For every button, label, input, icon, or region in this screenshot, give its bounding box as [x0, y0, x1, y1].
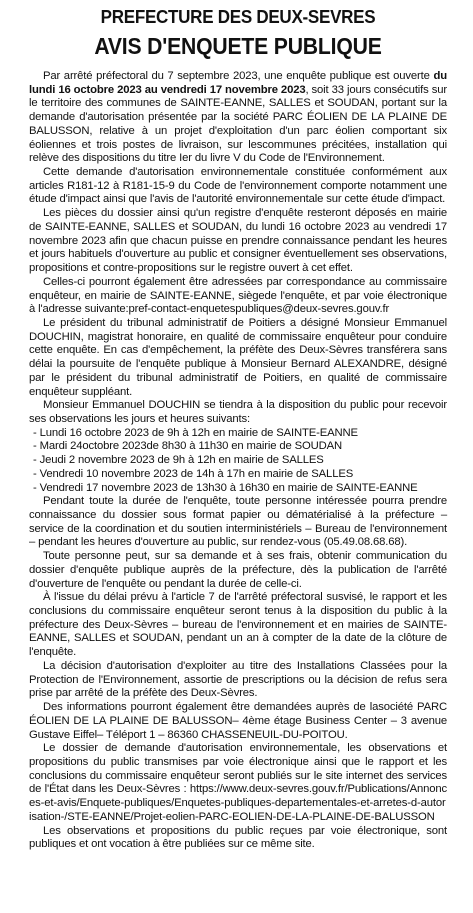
list-item: - Lundi 16 octobre 2023 de 9h à 12h en mairie de SAINTE-EANNE: [33, 426, 358, 439]
paragraph-report: À l'issue du délai prévu à l'article 7 de l'arrêté préfectoral susvisé, le rapport et les conclusions du commissaire enquêteur seront tenus à la disposition du public à la préfecture des Deux-Sèvres – bureau de l'environnement et en mairies de SAINTE-EANNE, SALLES et SOUDAN, pendant un an à compter de la date de la clôture de l'enquête.: [29, 591, 447, 659]
paragraph-commissioner: Le président du tribunal administratif de Poitiers a désigné Monsieur Emmanuel DOUCHIN, magistrat honoraire, en qualité de commissaire enquêteur pour conduire cette enquête. En cas d'empêchement, la préfète des Deux-Sèvres transférera sans délai la poursuite de l'enquête publique à Monsieur Bernard ALEXANDRE, désigné par le président du tribunal administratif de Poitiers, en qualité de commissaire enquêteur suppléant.: [29, 316, 447, 398]
list-item: - Vendredi 10 novembre 2023 de 14h à 17h en mairie de SALLES: [33, 467, 354, 480]
paragraph-availability: Monsieur Emmanuel DOUCHIN se tiendra à la disposition du public pour recevoir ses observations les jours et heures suivants:: [29, 399, 447, 425]
paragraph-observations: Les observations et propositions du public reçues par voie électronique, sont publiques et ont vocation à être publiées sur ce même site.: [29, 824, 447, 851]
paragraph-information: Des informations pourront également être demandées auprès de lasociété PARC ÉOLIEN DE LA PLAINE DE BALUSSON– 4ème étage Business Center – 3 avenue Gustave Eiffel– Téléport 1 – 86360 CHASSENEUIL-DU-POITOU.: [29, 701, 447, 741]
permanences-list: [29, 427, 447, 496]
list-item: - Jeudi 2 novembre 2023 de 9h à 12h en mairie de SALLES: [33, 454, 324, 467]
paragraph-application: Cette demande d'autorisation environnementale constituée conformément aux articles R181-12 à R181-15-9 du Code de l'environnement comporte notamment une étude d'impact ainsi que l'avis de l'autorité environnementale sur cette étude d'impact.: [29, 166, 447, 206]
paragraph-communication: Toute personne peut, sur sa demande et à ses frais, obtenir communication du dossier d'enquête publique auprès de la préfecture, dès la publication de l'arrêté d'ouverture de l'enquête ou pendant la durée de celle-ci.: [29, 550, 447, 590]
notice-title: AVIS D'ENQUETE PUBLIQUE: [94, 33, 382, 59]
paragraph-publication: Le dossier de demande d'autorisation environnementale, les observations et propositions du public transmises par voie électronique ainsi que le rapport et les conclusions du commissaire enquêteur seront publiés sur le site internet des services de l'État dans les Deux-Sèvres : https://www.deux-sevres.gouv.fr/Publications/Annonces-et-avis/Enquete-publiques/Enquetes-publiques-departementales-et-arretes-d-autorisation-/STE-EANNE/Projet-eolien-PARC-EOLIEN-DE-LA-PLAINE-DE-BALUSSON: [29, 742, 447, 823]
paragraph-correspondence: Celles-ci pourront également être adressées par correspondance au commissaire enquêteur, en mairie de SAINTE-EANNE, siègede l'enquête, et par voie électronique à l'adresse suivante:pref-contact-enquetespubliques@deux-sevres.gouv.fr: [29, 275, 447, 316]
list-item: - Mardi 24octobre 2023de 8h30 à 11h30 en mairie de SOUDAN: [33, 440, 342, 453]
paragraph-opening: Par arrêté préfectoral du 7 septembre 2023, une enquête publique est ouverte du lundi 16 octobre 2023 au vendredi 17 novembre 2023, soit 33 jours consécutifs sur le territoire des communes de SAINTE-EANNE, SALLES et SOUDAN, portant sur la demande d'autorisation présentée par la société PARC ÉOLIEN DE LA PLAINE DE BALUSSON, relative à un projet d'exploitation d'un parc éolien comportant six éoliennes et trois postes de livraison, sur lescommunes précitées, installation qui relève des dispositions du titre Ier du livre V du Code de l'Environnement.: [29, 70, 447, 165]
prefecture-title: PREFECTURE DES DEUX-SEVRES: [100, 6, 376, 27]
paragraph-decision: La décision d'autorisation d'exploiter au titre des Installations Classées pour la Protection de l'Environnement, assortie de prescriptions ou la décision de refus sera prise par arrêté de la préfète des Deux-Sèvres.: [29, 659, 447, 700]
notice-body: [29, 70, 447, 852]
publication-url: https://www.deux-sevres.gouv.fr/Publications/Annonces-et-avis/Enquete-publiques/Enquetes-publiques-departementales-et-arretes-d-autorisation-/STE-EANNE/Projet-eolien-PARC-EOLIEN-DE-LA-PLAINE-DE-BALUSSON: [29, 783, 447, 823]
paragraph-consultation: Pendant toute la durée de l'enquête, toute personne intéressée pourra prendre connaissance du dossier sous format papier ou dématérialisé à la préfecture – service de la coordination et du soutien interministériels – Bureau de l'environnement – pendant les heures d'ouverture au public, sur rendez-vous (05.49.08.68.68).: [29, 495, 447, 549]
enquiry-dates: du lundi 16 octobre 2023 au vendredi 17 novembre 2023: [29, 70, 447, 96]
paragraph-documents: Les pièces du dossier ainsi qu'un registre d'enquête resteront déposés en mairie de SAINTE-EANNE, SALLES et SOUDAN, du lundi 16 octobre 2023 au vendredi 17 novembre 2023 afin que chacun puisse en prendre connaissance pendant les heures et jours habituels d'ouverture au public et consigner éventuellement ses observations, propositions et contre-propositions sur le registre ouvert à cet effet.: [29, 207, 447, 275]
list-item: - Vendredi 17 novembre 2023 de 13h30 à 16h30 en mairie de SAINTE-EANNE: [33, 481, 418, 494]
